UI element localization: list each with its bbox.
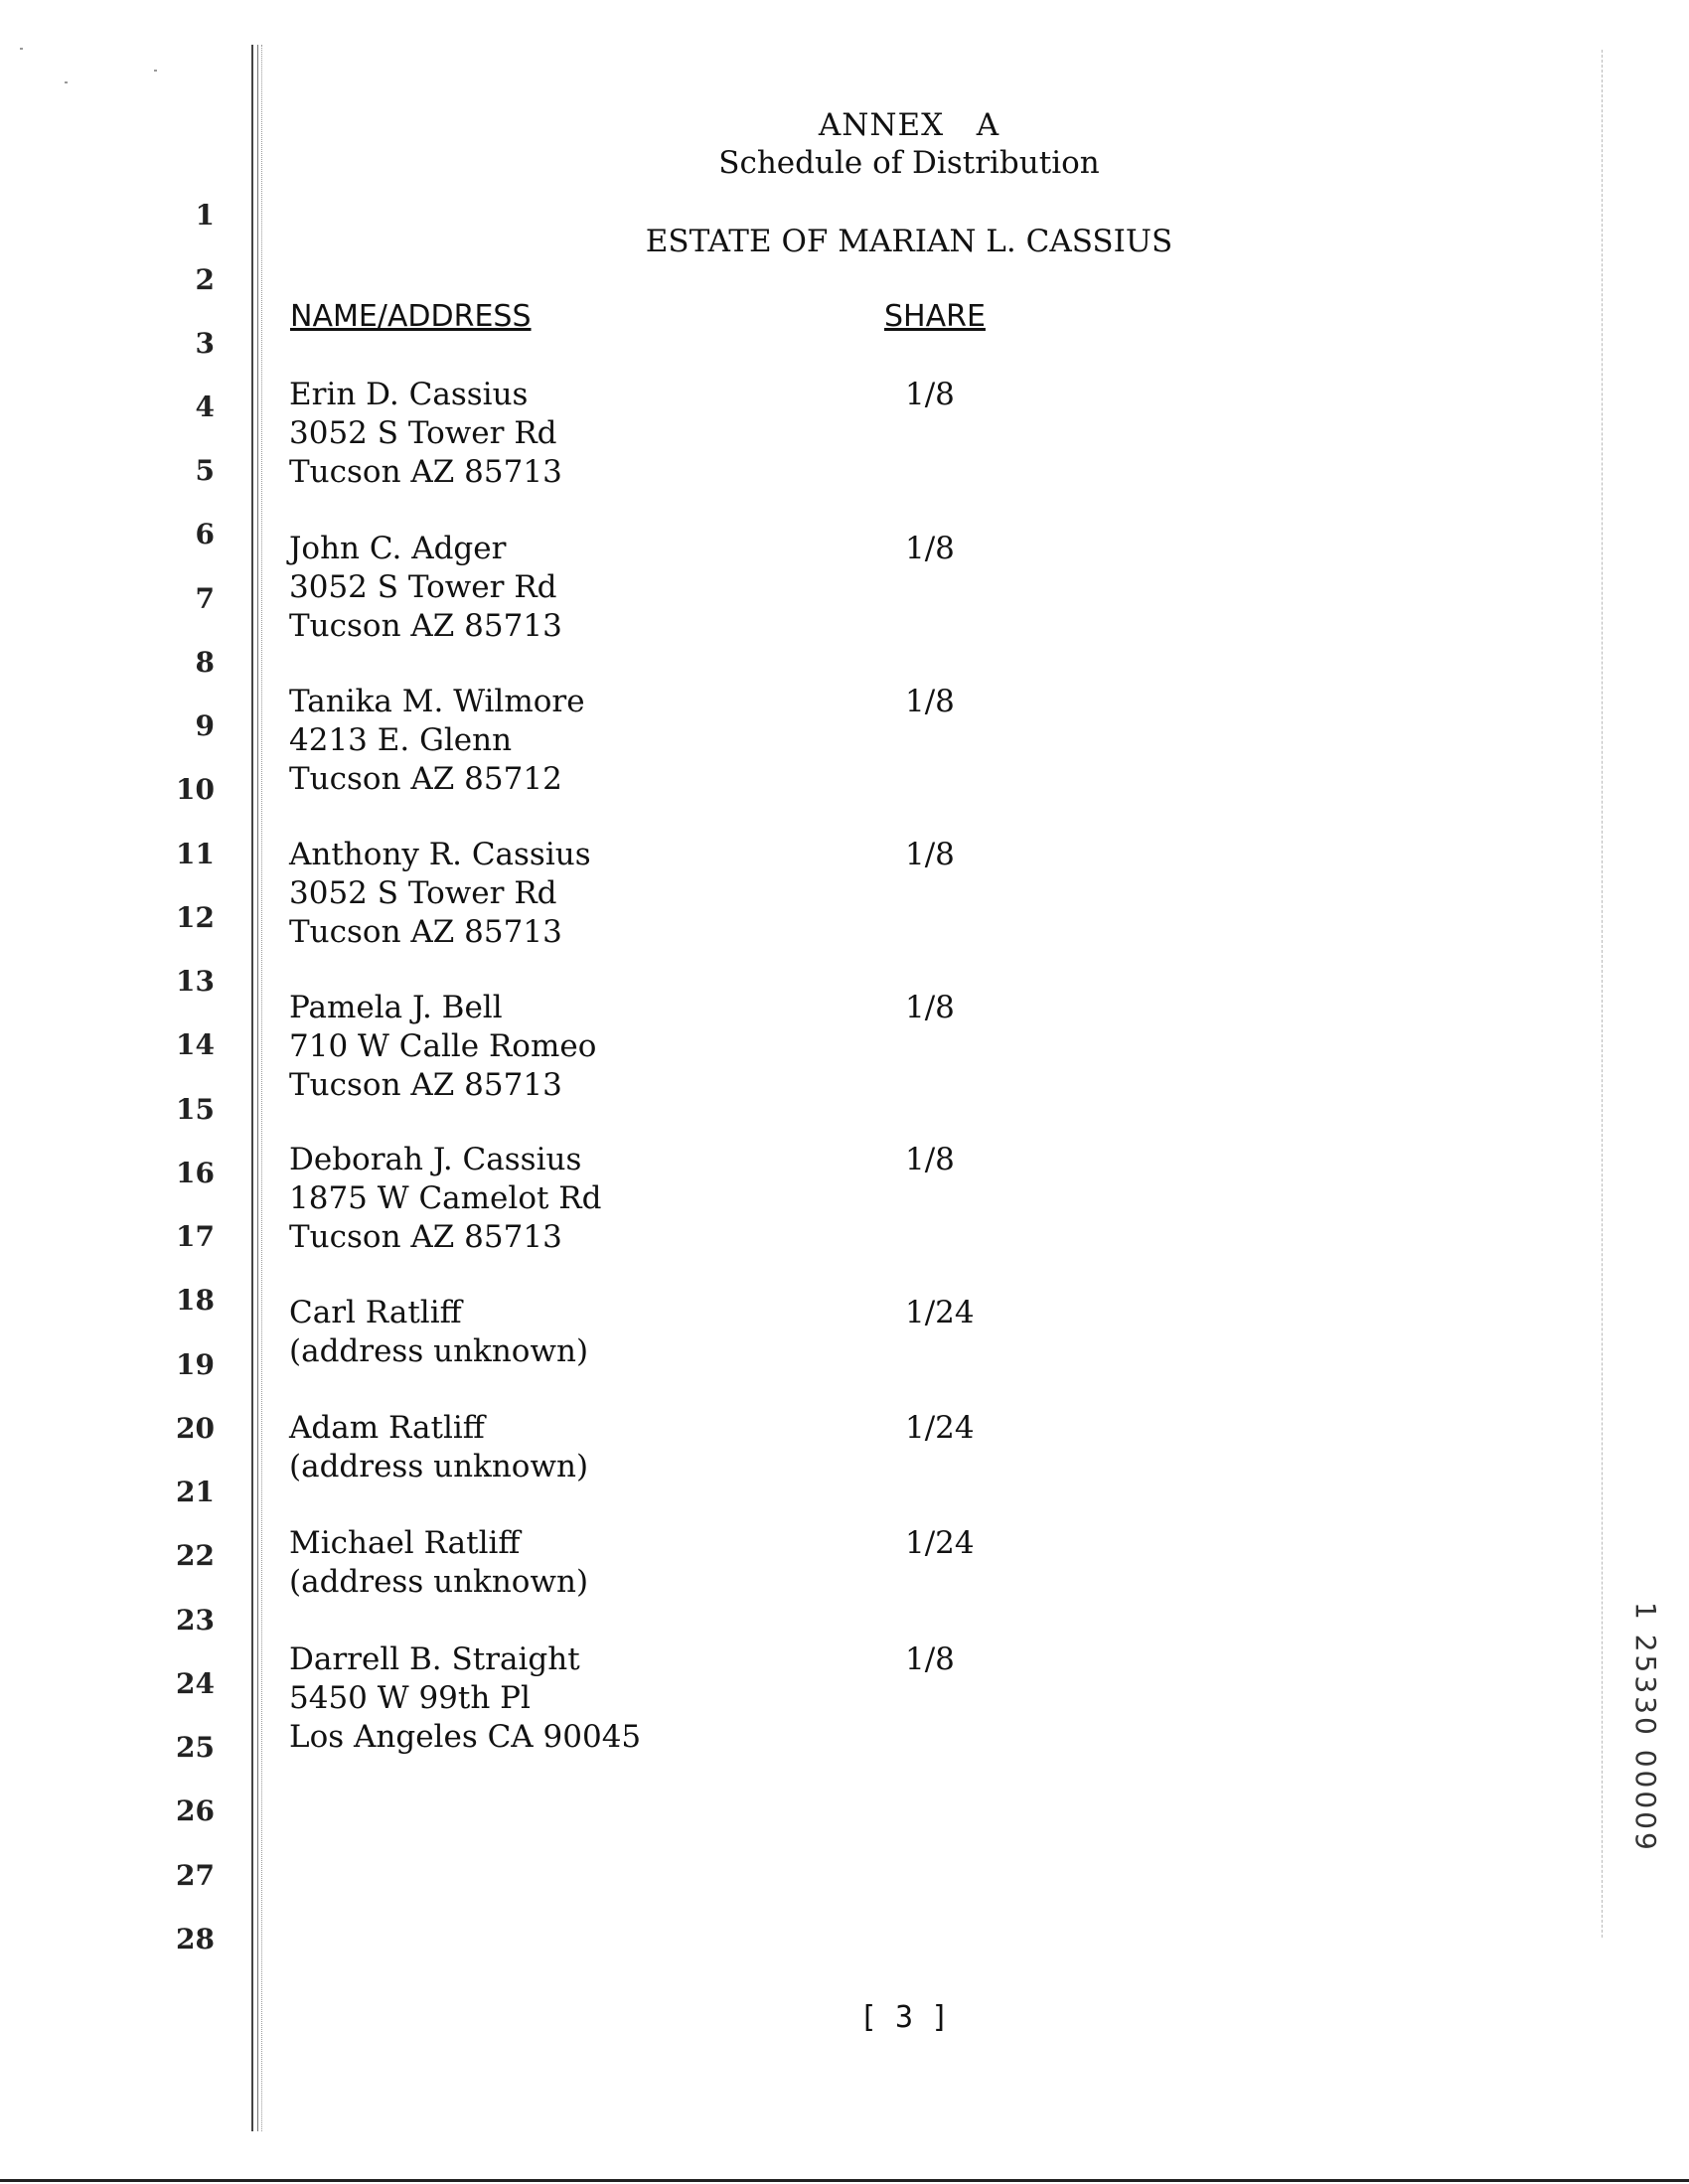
beneficiary-name-address: [289, 836, 756, 952]
pleading-rule-left: [251, 45, 253, 2131]
scan-speck: [20, 48, 23, 50]
beneficiary-share: 1/8: [905, 377, 955, 412]
beneficiary-share: 1/8: [905, 837, 955, 872]
beneficiary-name-address: [289, 1409, 756, 1486]
beneficiary-name-address: [289, 1141, 756, 1257]
line-number: 4: [195, 390, 215, 423]
beneficiary-address-line: (address unknown): [289, 1333, 589, 1369]
line-number: 27: [176, 1859, 215, 1892]
pleading-rule-right: [1602, 50, 1603, 1938]
line-number: 19: [176, 1348, 215, 1381]
beneficiary-address-line: Tucson AZ 85713: [289, 1219, 562, 1255]
beneficiary-name: Carl Ratliff: [289, 1295, 462, 1330]
line-number: 17: [176, 1220, 215, 1253]
beneficiary-share: 1/24: [905, 1295, 975, 1330]
annex-heading: ANNEX A: [818, 107, 1000, 143]
beneficiary-share: 1/8: [905, 531, 955, 566]
beneficiary-address-line: Tucson AZ 85713: [289, 454, 562, 490]
beneficiary-address-line: 3052 S Tower Rd: [289, 875, 557, 911]
line-number: 9: [195, 709, 215, 742]
line-number: 12: [176, 901, 215, 934]
line-number: 5: [195, 454, 215, 487]
beneficiary-share: 1/8: [905, 990, 955, 1025]
line-number: 7: [195, 582, 215, 615]
beneficiary-address-line: 1875 W Camelot Rd: [289, 1180, 602, 1216]
estate-title: ESTATE OF MARIAN L. CASSIUS: [645, 224, 1173, 259]
beneficiary-name: John C. Adger: [289, 531, 507, 566]
beneficiary-address-line: 4213 E. Glenn: [289, 722, 513, 758]
line-number: 14: [176, 1028, 215, 1061]
pleading-rule-left-thin: [257, 45, 258, 2131]
scan-speck: [65, 81, 68, 83]
beneficiary-address-line: Tucson AZ 85713: [289, 914, 562, 950]
line-number: 22: [176, 1539, 215, 1572]
line-number: 15: [176, 1093, 215, 1126]
beneficiary-address-line: 3052 S Tower Rd: [289, 569, 557, 605]
beneficiary-share: 1/8: [905, 1142, 955, 1177]
side-stamp: 1 25330 00009: [1629, 1602, 1662, 1853]
line-number: 25: [176, 1731, 215, 1764]
bottom-border: [0, 2179, 1689, 2182]
beneficiary-address-line: 5450 W 99th Pl: [289, 1680, 531, 1716]
line-number: 24: [176, 1667, 215, 1700]
beneficiary-name-address: [289, 1524, 756, 1602]
beneficiary-name-address: [289, 1294, 756, 1371]
line-number: 28: [176, 1923, 215, 1955]
beneficiary-address-line: 710 W Calle Romeo: [289, 1028, 597, 1064]
beneficiary-name: Deborah J. Cassius: [289, 1142, 582, 1177]
line-number: 20: [176, 1412, 215, 1445]
line-number: 18: [176, 1284, 215, 1317]
beneficiary-name: Tanika M. Wilmore: [289, 684, 585, 719]
beneficiary-name-address: [289, 1640, 756, 1757]
beneficiary-address-line: Tucson AZ 85713: [289, 1067, 562, 1103]
line-number: 3: [195, 327, 215, 360]
line-number: 11: [176, 838, 215, 870]
beneficiary-name: Darrell B. Straight: [289, 1641, 580, 1677]
line-number: 13: [176, 965, 215, 998]
line-number: 1: [195, 199, 215, 232]
beneficiary-address-line: (address unknown): [289, 1449, 589, 1484]
line-number: 26: [176, 1794, 215, 1827]
line-number: 21: [176, 1476, 215, 1508]
beneficiary-share: 1/8: [905, 684, 955, 719]
beneficiary-address-line: Tucson AZ 85712: [289, 761, 562, 797]
beneficiary-name: Pamela J. Bell: [289, 990, 503, 1025]
line-number: 2: [195, 263, 215, 296]
scan-speck: [154, 70, 157, 72]
beneficiary-name-address: [289, 989, 756, 1105]
beneficiary-name: Adam Ratliff: [289, 1410, 485, 1446]
line-number: 16: [176, 1157, 215, 1189]
beneficiary-name: Michael Ratliff: [289, 1525, 521, 1561]
beneficiary-name-address: [289, 530, 756, 646]
column-header-name: NAME/ADDRESS: [290, 299, 532, 334]
beneficiary-name-address: [289, 376, 756, 492]
beneficiary-name: Anthony R. Cassius: [289, 837, 591, 872]
beneficiary-share: 1/24: [905, 1410, 975, 1446]
schedule-subtitle: Schedule of Distribution: [718, 145, 1100, 181]
line-number: 10: [176, 773, 215, 806]
beneficiary-address-line: (address unknown): [289, 1564, 589, 1600]
pleading-rule-left-dotted: [261, 45, 262, 2131]
page-number: [ 3 ]: [858, 2000, 950, 2035]
line-number: 6: [195, 518, 215, 550]
beneficiary-name: Erin D. Cassius: [289, 377, 529, 412]
beneficiary-address-line: Los Angeles CA 90045: [289, 1719, 642, 1755]
beneficiary-share: 1/8: [905, 1641, 955, 1677]
beneficiary-name-address: [289, 683, 756, 799]
beneficiary-address-line: 3052 S Tower Rd: [289, 415, 557, 451]
line-number: 23: [176, 1604, 215, 1637]
column-header-share: SHARE: [884, 299, 986, 334]
beneficiary-address-line: Tucson AZ 85713: [289, 608, 562, 644]
beneficiary-share: 1/24: [905, 1525, 975, 1561]
line-number: 8: [195, 646, 215, 679]
